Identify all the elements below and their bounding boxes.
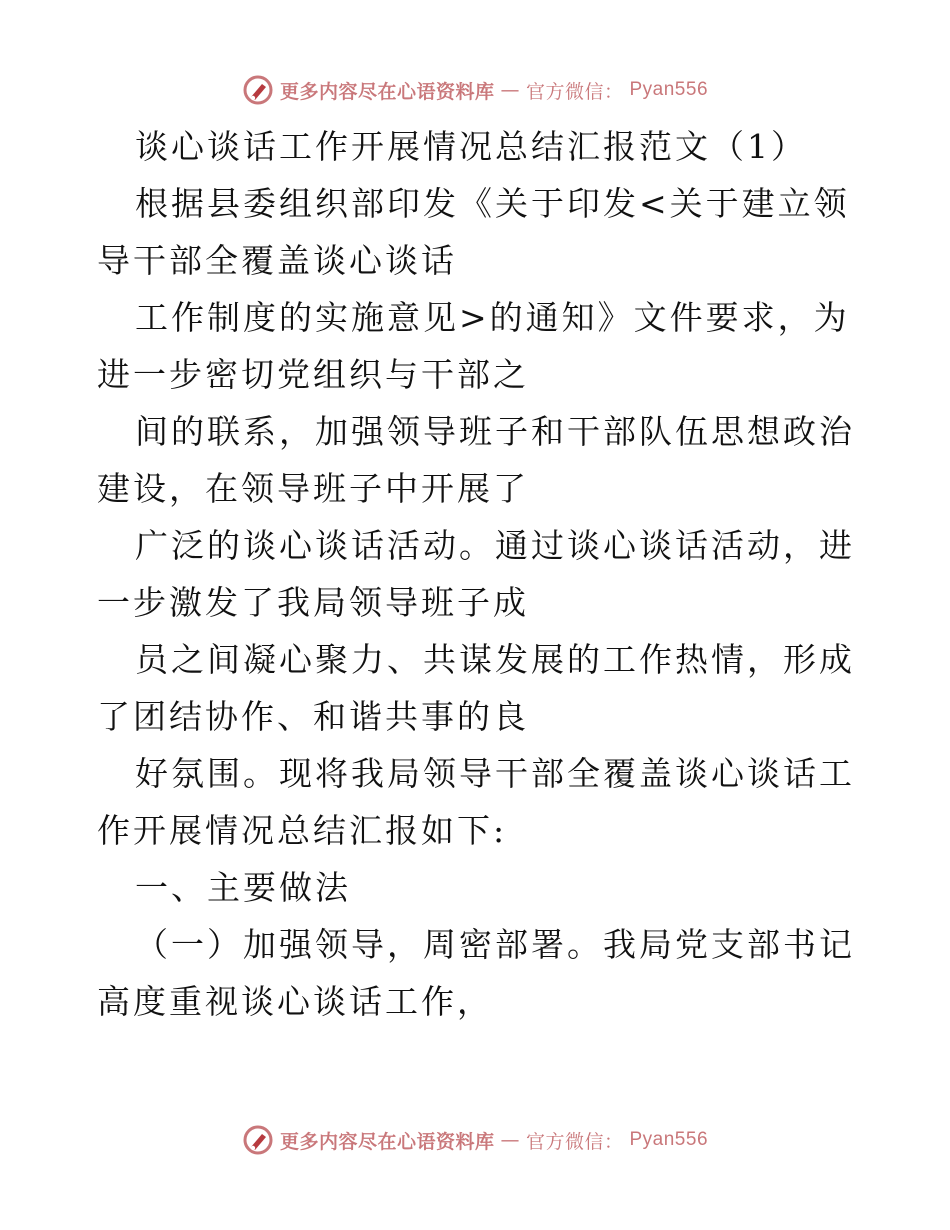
paragraph: 好氛围。现将我局领导干部全覆盖谈心谈话工作开展情况总结汇报如下: xyxy=(97,754,855,850)
document-body xyxy=(97,118,857,1030)
paragraph: 根据县委组织部印发《关于印发<关于建立领导干部全覆盖谈心谈话 xyxy=(97,184,850,280)
footer-banner xyxy=(0,1120,950,1160)
pen-nib-logo-icon xyxy=(242,74,274,106)
paragraph: 广泛的谈心谈话活动。通过谈心谈话活动，进一步激发了我局领导班子成 xyxy=(97,526,855,622)
paragraph: （一）加强领导，周密部署。我局党支部书记高度重视谈心谈话工作， xyxy=(97,925,855,1021)
banner-brand-text: 更多内容尽在心语资料库 xyxy=(279,80,495,103)
banner-wechat-id: Pyan556 xyxy=(629,1129,709,1150)
banner-wechat-label: 官方微信： xyxy=(525,1130,624,1153)
paragraph: 间的联系，加强领导班子和干部队伍思想政治建设，在领导班子中开展了 xyxy=(97,412,855,508)
banner-separator: — xyxy=(500,79,520,101)
banner-wechat-id: Pyan556 xyxy=(629,79,709,100)
section-heading: 一、主要做法 xyxy=(135,868,351,907)
paragraph: 员之间凝心聚力、共谋发展的工作热情，形成了团结协作、和谐共事的良 xyxy=(97,640,855,736)
banner-brand-text: 更多内容尽在心语资料库 xyxy=(279,1130,495,1153)
document-title: 谈心谈话工作开展情况总结汇报范文（1） xyxy=(135,127,807,166)
banner-separator: — xyxy=(500,1129,520,1151)
paragraph: 工作制度的实施意见>的通知》文件要求，为进一步密切党组织与干部之 xyxy=(97,298,850,394)
header-banner xyxy=(0,70,950,110)
banner-wechat-label: 官方微信： xyxy=(525,80,624,103)
pen-nib-logo-icon xyxy=(242,1124,274,1156)
